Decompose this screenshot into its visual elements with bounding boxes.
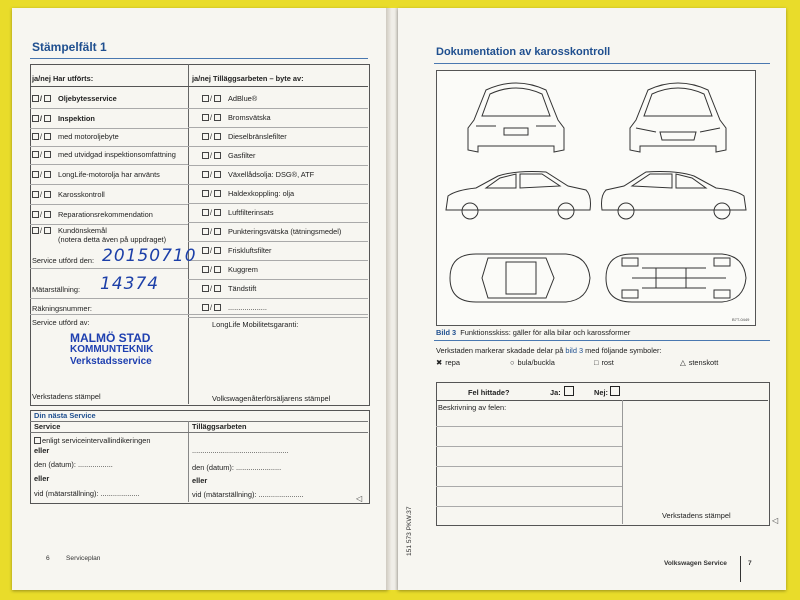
checkbox[interactable] [214, 95, 221, 102]
checkbox[interactable] [214, 152, 221, 159]
extra-item-label: Gasfilter [227, 151, 256, 160]
checkbox[interactable] [34, 437, 41, 444]
extra-item-4 [202, 151, 255, 161]
column-divider [622, 400, 623, 524]
checkbox[interactable] [202, 247, 209, 254]
checkbox[interactable] [214, 285, 221, 292]
damage-symbol-label: stenskott [688, 358, 719, 367]
row-rule [436, 446, 622, 447]
damage-symbol-icon: ○ [510, 358, 515, 367]
extra-item-8 [202, 227, 341, 237]
service-date-handwritten: 20150710 [102, 246, 197, 266]
symbol-1 [436, 358, 460, 367]
symbol-2 [510, 358, 555, 367]
odometer-handwritten: 14374 [100, 274, 160, 294]
slash-divider: / [210, 305, 212, 312]
instruction-post: med följande symboler: [583, 346, 662, 355]
checkbox[interactable] [202, 114, 209, 121]
next-line-5: vid (mätarställning): ................... [34, 489, 140, 498]
checkbox[interactable] [202, 266, 209, 273]
longlife-guarantee-label: LongLife Mobilitetsgaranti: [212, 320, 299, 329]
row-rule [30, 268, 188, 269]
footer-divider [740, 556, 741, 582]
row-rule [188, 260, 368, 261]
check-item-label: Kundönskemål [57, 226, 107, 235]
extra-item-2 [202, 113, 271, 123]
slash-divider: / [210, 191, 212, 198]
car-right-side-icon [602, 172, 747, 220]
next-col2-header: Tilläggsarbeten [192, 422, 247, 431]
service-date-label: Service utförd den: [32, 256, 95, 265]
damage-symbol-icon: □ [594, 358, 599, 367]
extra-item-7 [202, 208, 274, 218]
slash-divider: / [210, 134, 212, 141]
body-check-heading: Dokumentation av karosskontroll [436, 46, 611, 58]
damage-symbol-label: bula/buckla [517, 358, 555, 367]
damage-symbol-label: rost [601, 358, 614, 367]
row-rule [30, 298, 188, 299]
checkbox[interactable] [214, 266, 221, 273]
column-divider [188, 64, 189, 404]
extra-item-6 [202, 189, 294, 199]
symbol-3 [594, 358, 614, 367]
next-line-4: eller [34, 474, 50, 483]
row-rule [30, 128, 188, 129]
row-rule [436, 506, 622, 507]
checkbox[interactable] [214, 190, 221, 197]
checkbox[interactable] [214, 114, 221, 121]
extra-item-label: Tändstift [227, 284, 257, 293]
row-rule [188, 241, 368, 242]
checkbox[interactable] [202, 171, 209, 178]
slash-divider: / [40, 152, 42, 159]
figure-caption [436, 328, 630, 337]
check-item-label: Karosskontroll [57, 190, 105, 199]
slash-divider: / [210, 286, 212, 293]
slash-divider: / [210, 267, 212, 274]
check-item-1 [32, 94, 117, 104]
odometer-label: Mätarställning: [32, 285, 81, 294]
invoice-number-label: Räkningsnummer: [32, 304, 92, 313]
row-rule [436, 466, 622, 467]
slash-divider: / [210, 248, 212, 255]
next-service-title: Din nästa Service [34, 411, 96, 420]
row-rule [436, 400, 768, 401]
row-rule [30, 204, 188, 205]
stamp-field-heading: Stämpelfält 1 [32, 40, 107, 54]
checkbox[interactable] [32, 95, 39, 102]
fault-description-label: Beskrivning av felen: [438, 403, 507, 412]
extra-item-12 [202, 303, 267, 313]
row-rule [188, 184, 368, 185]
damage-symbol-icon: △ [680, 358, 686, 367]
slash-divider: / [210, 172, 212, 179]
slash-divider: / [210, 96, 212, 103]
checkbox[interactable] [202, 209, 209, 216]
workshop-stamp [70, 332, 153, 368]
yes-label: Ja: [550, 388, 561, 397]
check-item-label: LongLife-motorolja har använts [57, 170, 160, 179]
extra-item-3 [202, 132, 287, 142]
next-col2-line-4: vid (mätarställning): ...................... [192, 490, 304, 499]
car-top-view-icon [450, 254, 590, 302]
checkbox[interactable] [32, 133, 39, 140]
checkbox[interactable] [202, 190, 209, 197]
next-line-1 [34, 436, 150, 445]
extra-item-5 [202, 170, 314, 180]
extra-item-label: Luftfilterinsats [227, 208, 274, 217]
vw-dealer-stamp-label: Volkswagenåterförsäljarens stämpel [212, 394, 331, 403]
check-item-6 [32, 190, 105, 200]
checkbox[interactable] [214, 133, 221, 140]
column-divider [188, 421, 189, 502]
slash-divider: / [40, 96, 42, 103]
row-rule [188, 222, 368, 223]
row-rule [188, 108, 368, 109]
slash-divider: / [210, 115, 212, 122]
performed-by-label: Service utförd av: [32, 318, 90, 327]
next-line-text: enligt serviceintervallindikeringen [42, 436, 151, 445]
next-col2-line-1: ............................................... [192, 446, 289, 455]
stamp-line-2: KOMMUNTEKNIK [70, 344, 154, 355]
row-rule [188, 298, 368, 299]
no-checkbox[interactable] [610, 386, 620, 396]
stamp-line-1: MALMÖ STAD [70, 331, 151, 345]
checkbox[interactable] [44, 171, 51, 178]
next-line-2: eller [34, 446, 50, 455]
page-number-left: 6 [46, 555, 50, 562]
faults-found-label: Fel hittade? [468, 388, 510, 397]
header-rule [30, 86, 368, 87]
row-rule [30, 314, 368, 315]
extra-item-11 [202, 284, 256, 294]
extra-item-label: ................... [227, 303, 267, 312]
check-item-label: Oljebytesservice [57, 94, 117, 103]
damage-symbol-icon: ✖ [436, 358, 443, 367]
check-item-label: Reparationsrekommendation [57, 210, 153, 219]
row-rule [436, 486, 622, 487]
extra-item-label: Bromsvätska [227, 113, 271, 122]
col1-header: ja/nej Har utförts: [32, 74, 94, 83]
extra-item-1 [202, 94, 257, 104]
extra-item-9 [202, 246, 271, 256]
instruction-pre: Verkstaden markerar skadade delar på [436, 346, 566, 355]
triangle-marker-icon: ◁ [772, 516, 779, 525]
slash-divider: / [40, 228, 42, 235]
extra-item-label: Haldexkoppling: olja [227, 189, 295, 198]
checkbox[interactable] [44, 211, 51, 218]
row-rule [30, 432, 368, 433]
checkbox[interactable] [202, 95, 209, 102]
workshop-stamp-label-right: Verkstadens stämpel [662, 511, 731, 520]
footer-label-right: Volkswagen Service [664, 560, 727, 567]
damage-symbol-label: repa [445, 358, 460, 367]
check-item-4 [32, 150, 176, 160]
instruction-link[interactable]: bild 3 [565, 346, 584, 355]
car-front-view-icon [630, 83, 726, 152]
diagram-code: B7T-0449 [732, 317, 750, 322]
extra-item-label: Dieselbränslefilter [227, 132, 287, 141]
row-rule [188, 203, 368, 204]
check-item-9: (notera detta även på uppdraget) [58, 235, 167, 244]
checkbox[interactable] [32, 211, 39, 218]
row-rule [188, 127, 368, 128]
checkbox[interactable] [214, 209, 221, 216]
check-item-2 [32, 114, 95, 124]
check-item-label: med utvidgad inspektionsomfattning [57, 150, 176, 159]
checkbox[interactable] [44, 227, 51, 234]
checkbox[interactable] [214, 228, 221, 235]
next-col2-line-2: den (datum): ...................... [192, 463, 282, 472]
checkbox[interactable] [44, 95, 51, 102]
row-rule [30, 164, 188, 165]
heading-rule [30, 58, 368, 59]
caption-text: Funktionsskiss: gäller för alla bilar och karossformer [460, 328, 631, 337]
checkbox[interactable] [202, 285, 209, 292]
checkbox[interactable] [44, 133, 51, 140]
stamp-line-3: Verkstadsservice [70, 356, 152, 367]
extra-item-label: AdBlue® [227, 94, 258, 103]
checkbox[interactable] [202, 304, 209, 311]
checkbox[interactable] [44, 151, 51, 158]
slash-divider: / [40, 212, 42, 219]
check-item-label: Inspektion [57, 114, 95, 123]
car-rear-view-icon [468, 83, 564, 152]
extra-item-label: Punkteringsvätska (tätningsmedel) [227, 227, 342, 236]
checkbox[interactable] [32, 151, 39, 158]
slash-divider: / [40, 134, 42, 141]
triangle-marker-icon: ◁ [356, 494, 363, 503]
page-number-right: 7 [748, 560, 752, 567]
extra-item-label: Friskluftsfilter [227, 246, 272, 255]
slash-divider: / [40, 116, 42, 123]
checkbox[interactable] [32, 227, 39, 234]
slash-divider: / [40, 192, 42, 199]
extra-item-label: Kuggrem [227, 265, 258, 274]
col2-header: ja/nej Tilläggsarbeten – byte av: [192, 74, 304, 83]
checkbox[interactable] [214, 171, 221, 178]
checkbox[interactable] [214, 247, 221, 254]
instruction-text [436, 346, 662, 355]
checkbox[interactable] [214, 304, 221, 311]
row-rule [188, 279, 368, 280]
checkbox[interactable] [44, 115, 51, 122]
checkbox[interactable] [32, 171, 39, 178]
checkbox[interactable] [32, 115, 39, 122]
workshop-stamp-label: Verkstadens stämpel [32, 392, 101, 401]
left-page [12, 8, 388, 590]
check-item-5 [32, 170, 160, 180]
slash-divider: / [40, 172, 42, 179]
row-rule [188, 317, 368, 318]
row-rule [188, 165, 368, 166]
checkbox[interactable] [44, 191, 51, 198]
check-item-3 [32, 132, 119, 142]
slash-divider: / [210, 153, 212, 160]
symbol-4 [680, 358, 718, 367]
car-diagram [436, 70, 756, 326]
caption-rule [434, 340, 770, 341]
caption-label: Bild 3 [436, 328, 457, 337]
car-underside-icon [606, 254, 746, 302]
car-left-side-icon [446, 172, 591, 220]
next-line-3: den (datum): ................. [34, 460, 113, 469]
slash-divider: / [210, 229, 212, 236]
row-rule [30, 184, 188, 185]
row-rule [436, 426, 622, 427]
yes-checkbox[interactable] [564, 386, 574, 396]
check-item-7 [32, 210, 153, 220]
row-rule [30, 224, 188, 225]
slash-divider: / [210, 210, 212, 217]
side-code: 151 573 PKW.37 [406, 506, 413, 556]
checkbox[interactable] [202, 152, 209, 159]
row-rule [30, 146, 188, 147]
no-label: Nej: [594, 388, 608, 397]
check-item-label: med motorolјebyte [57, 132, 119, 141]
checkbox[interactable] [202, 133, 209, 140]
row-rule [30, 108, 188, 109]
right-page [398, 8, 786, 590]
footer-label-left: Serviceplan [66, 555, 101, 562]
next-col2-line-3: eller [192, 476, 208, 485]
heading-rule [434, 63, 770, 64]
next-col1-header: Service [34, 422, 61, 431]
row-rule [188, 146, 368, 147]
extra-item-label: Växellådsolja: DSG®, ATF [227, 170, 315, 179]
extra-item-10 [202, 265, 258, 275]
checkbox[interactable] [202, 228, 209, 235]
checkbox[interactable] [32, 191, 39, 198]
